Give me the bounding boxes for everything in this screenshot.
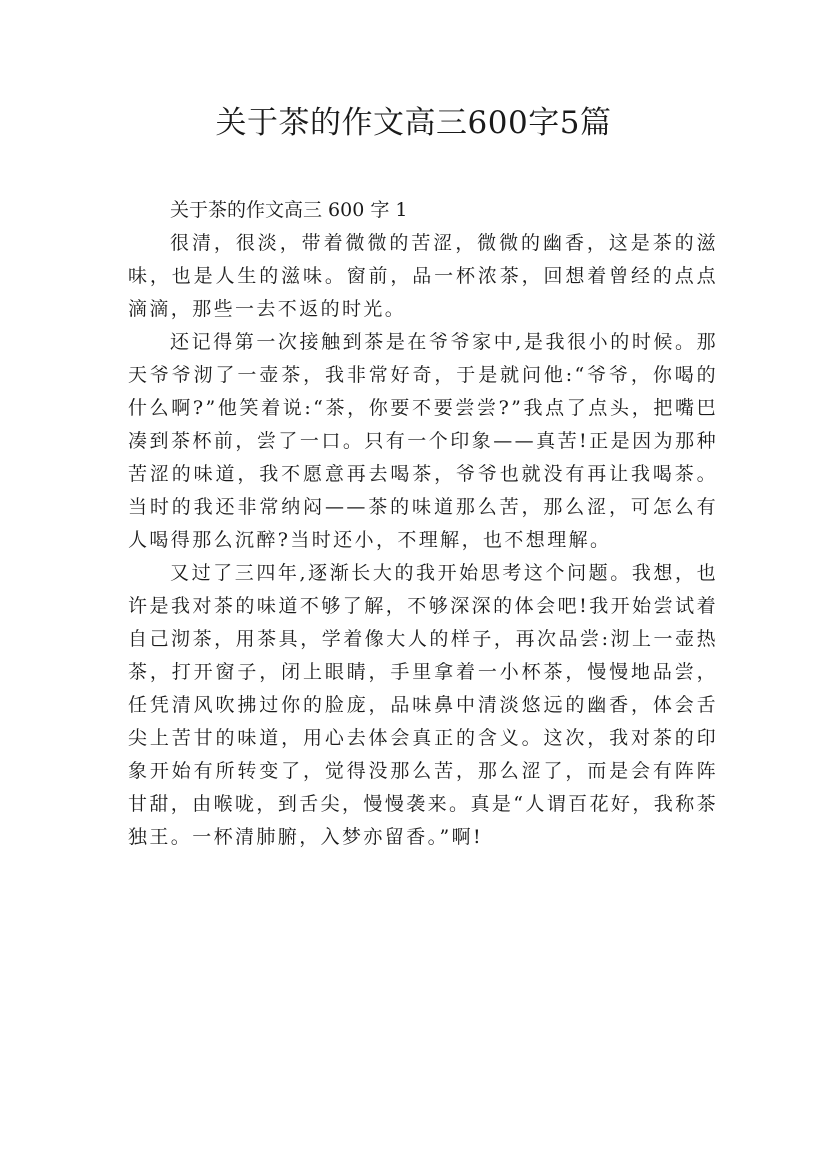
document-body — [128, 194, 718, 854]
section-heading: 关于茶的作文高三 600 字 1 — [170, 199, 408, 221]
paragraph-1: 很清，很淡，带着微微的苦涩，微微的幽香，这是茶的滋味，也是人生的滋味。窗前，品一杯浓茶，回想着曾经的点点滴滴，那些一去不返的时光。 — [128, 232, 718, 320]
paragraph-2: 还记得第一次接触到茶是在爷爷家中,是我很小的时候。那天爷爷沏了一壶茶，我非常好奇，于是就问他:“爷爷，你喝的什么啊?”他笑着说:“茶，你要不要尝尝?”我点了点头，把嘴巴凑到茶杯前，尝了一口。只有一个印象——真苦!正是因为那种苦涩的味道，我不愿意再去喝茶，爷爷也就没有再让我喝茶。当时的我还非常纳闷——茶的味道那么苦，那么涩，可怎么有人喝得那么沉醉?当时还小，不理解，也不想理解。 — [128, 331, 718, 551]
document-title: 关于茶的作文高三600字5篇 — [215, 105, 612, 141]
paragraph-3: 又过了三四年,逐渐长大的我开始思考这个问题。我想，也许是我对茶的味道不够了解，不够深深的体会吧!我开始尝试着自己沏茶，用茶具，学着像大人的样子，再次品尝:沏上一壶热茶，打开窗子，闭上眼睛，手里拿着一小杯茶，慢慢地品尝，任凭清风吹拂过你的脸庞，品味鼻中清淡悠远的幽香，体会舌尖上苦甘的味道，用心去体会真正的含义。这次，我对茶的印象开始有所转变了，觉得没那么苦，那么涩了，而是会有阵阵甘甜，由喉咙，到舌尖，慢慢袭来。真是“人谓百花好，我称茶独王。一杯清肺腑，入梦亦留香。”啊! — [128, 562, 718, 848]
